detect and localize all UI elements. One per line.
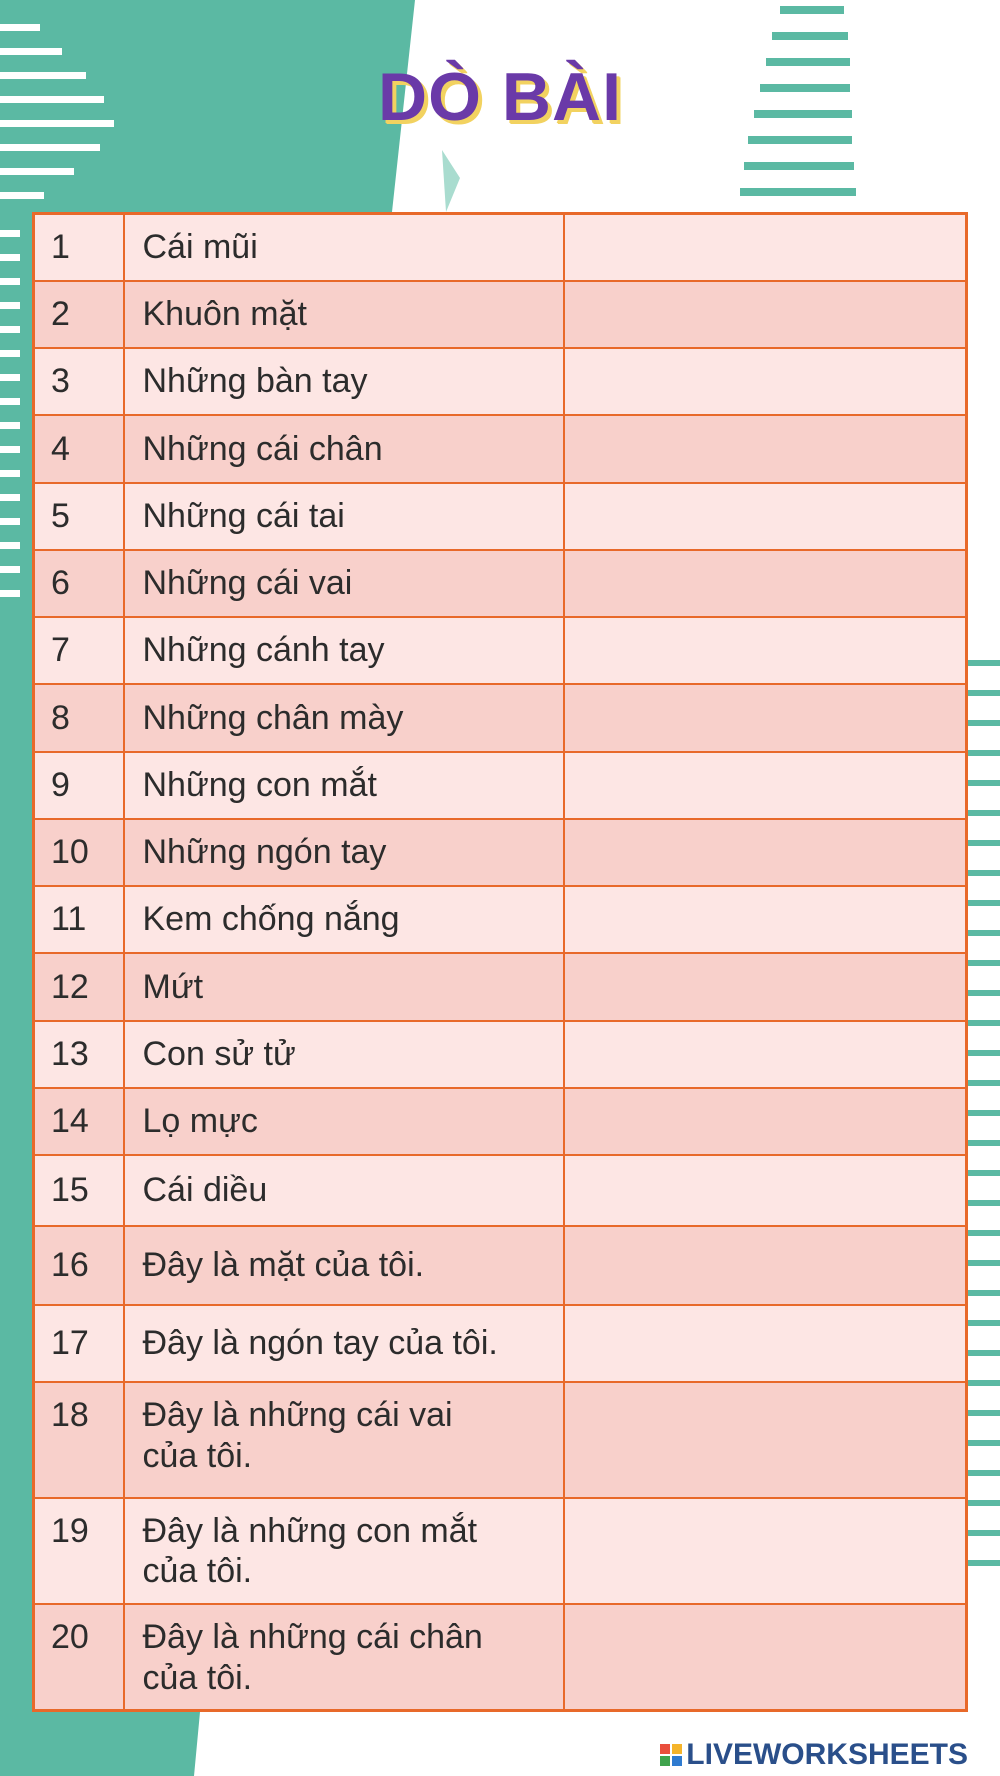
row-text: Khuôn mặt	[124, 281, 564, 348]
table-row	[34, 483, 967, 550]
row-text: Cái mũi	[124, 214, 564, 281]
row-text: Cái diều	[124, 1155, 564, 1225]
answer-cell[interactable]	[564, 1305, 967, 1382]
row-text-line1: Đây là những con mắt	[142, 1511, 478, 1550]
table-row	[34, 1382, 967, 1497]
logo-square-red	[660, 1744, 670, 1754]
row-text: Những bàn tay	[124, 348, 564, 415]
answer-cell[interactable]	[564, 617, 967, 684]
table-row	[34, 1021, 967, 1088]
row-number: 16	[34, 1226, 124, 1305]
answer-cell[interactable]	[564, 1088, 967, 1155]
row-text: Những cái tai	[124, 483, 564, 550]
row-text: Những cánh tay	[124, 617, 564, 684]
answer-cell[interactable]	[564, 1498, 967, 1604]
row-text	[124, 1604, 564, 1711]
table-row	[34, 1155, 967, 1225]
table-row	[34, 281, 967, 348]
answer-cell[interactable]	[564, 819, 967, 886]
row-text: Lọ mực	[124, 1088, 564, 1155]
row-text: Đây là mặt của tôi.	[124, 1226, 564, 1305]
table-row	[34, 1226, 967, 1305]
logo-square-green	[660, 1756, 670, 1766]
row-number: 13	[34, 1021, 124, 1088]
row-number: 3	[34, 348, 124, 415]
row-text-line1: Đây là những cái vai	[142, 1396, 453, 1435]
table-row	[34, 415, 967, 482]
row-text: Những ngón tay	[124, 819, 564, 886]
liveworksheets-logo-icon	[660, 1744, 682, 1766]
logo-square-yellow	[672, 1744, 682, 1754]
answer-cell[interactable]	[564, 752, 967, 819]
row-text: Những cái chân	[124, 415, 564, 482]
row-number: 15	[34, 1155, 124, 1225]
row-text: Con sử tử	[124, 1021, 564, 1088]
row-number: 12	[34, 953, 124, 1020]
answer-cell[interactable]	[564, 1021, 967, 1088]
table-row	[34, 684, 967, 751]
row-number: 11	[34, 886, 124, 953]
answer-cell[interactable]	[564, 1604, 967, 1711]
teal-triangle	[442, 150, 460, 212]
row-number: 2	[34, 281, 124, 348]
answer-cell[interactable]	[564, 1226, 967, 1305]
row-text: Những chân mày	[124, 684, 564, 751]
row-number: 19	[34, 1498, 124, 1604]
answer-cell[interactable]	[564, 886, 967, 953]
table-row	[34, 886, 967, 953]
row-number: 20	[34, 1604, 124, 1711]
row-number: 18	[34, 1382, 124, 1497]
table-row	[34, 550, 967, 617]
answer-cell[interactable]	[564, 214, 967, 281]
row-number: 5	[34, 483, 124, 550]
row-text	[124, 1382, 564, 1497]
row-text: Đây là ngón tay của tôi.	[124, 1305, 564, 1382]
dictation-table-container	[32, 212, 968, 1712]
answer-cell[interactable]	[564, 1155, 967, 1225]
table-row	[34, 348, 967, 415]
answer-cell[interactable]	[564, 684, 967, 751]
footer-brand: LIVEWORKSHEETS	[686, 1738, 968, 1771]
dictation-table	[32, 212, 968, 1712]
row-number: 14	[34, 1088, 124, 1155]
table-row	[34, 214, 967, 281]
stripes-right-edge	[968, 660, 1000, 1566]
liveworksheets-footer	[660, 1738, 968, 1772]
row-number: 6	[34, 550, 124, 617]
table-row	[34, 1498, 967, 1604]
row-number: 8	[34, 684, 124, 751]
row-text: Mứt	[124, 953, 564, 1020]
table-row	[34, 617, 967, 684]
table-row	[34, 1088, 967, 1155]
row-text-line2: của tôi.	[142, 1436, 253, 1475]
table-row	[34, 1604, 967, 1711]
answer-cell[interactable]	[564, 281, 967, 348]
answer-cell[interactable]	[564, 348, 967, 415]
table-row	[34, 752, 967, 819]
row-text: Những con mắt	[124, 752, 564, 819]
table-row	[34, 953, 967, 1020]
logo-square-blue	[672, 1756, 682, 1766]
row-number: 4	[34, 415, 124, 482]
table-row	[34, 819, 967, 886]
page-title: DÒ BÀI	[378, 59, 622, 135]
row-text: Kem chống nắng	[124, 886, 564, 953]
row-number: 9	[34, 752, 124, 819]
answer-cell[interactable]	[564, 483, 967, 550]
row-text	[124, 1498, 564, 1604]
answer-cell[interactable]	[564, 415, 967, 482]
row-number: 10	[34, 819, 124, 886]
answer-cell[interactable]	[564, 953, 967, 1020]
row-text-line2: của tôi.	[142, 1658, 253, 1697]
answer-cell[interactable]	[564, 550, 967, 617]
row-number: 7	[34, 617, 124, 684]
row-text: Những cái vai	[124, 550, 564, 617]
row-text-line2: của tôi.	[142, 1552, 253, 1591]
row-text-line1: Đây là những cái chân	[142, 1617, 483, 1656]
answer-cell[interactable]	[564, 1382, 967, 1497]
table-row	[34, 1305, 967, 1382]
row-number: 1	[34, 214, 124, 281]
row-number: 17	[34, 1305, 124, 1382]
